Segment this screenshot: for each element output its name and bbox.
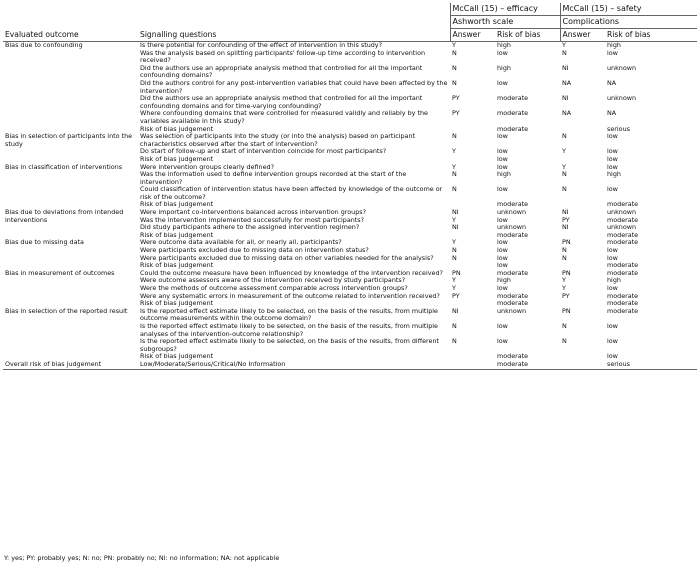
safety-risk-of-bias: low: [607, 247, 618, 255]
signalling-question: Was the intervention implemented successfully for most participants?: [140, 216, 365, 224]
signalling-question: Risk of bias judgement: [140, 262, 214, 270]
efficacy-risk-of-bias: low: [497, 79, 508, 87]
table-row: [3, 308, 697, 323]
efficacy-answer: NI: [452, 307, 459, 315]
safety-risk-of-bias: low: [607, 186, 618, 194]
efficacy-answer: Y: [452, 148, 456, 156]
column-header-bias: Risk of bias: [605, 29, 697, 42]
efficacy-answer: [450, 361, 495, 369]
header-spacer: [3, 3, 138, 16]
header-row-columns: [3, 29, 697, 42]
efficacy-risk-of-bias: high: [497, 41, 511, 49]
signalling-question: Risk of bias judgement: [140, 353, 214, 361]
efficacy-answer: [450, 201, 495, 209]
efficacy-answer: Y: [452, 239, 456, 247]
signalling-question: Were any systematic errors in measurement of the outcome related to intervention received?: [140, 292, 440, 300]
safety-risk-of-bias: NA: [607, 79, 617, 87]
efficacy-risk-of-bias: low: [497, 216, 508, 224]
efficacy-answer: [450, 156, 495, 164]
efficacy-answer: N: [452, 247, 457, 255]
signalling-question: Were the methods of outcome assessment comparable across intervention groups?: [140, 285, 408, 292]
signalling-question: Is the reported effect estimate likely to be selected, on the basis of the results, from multiple outcome measurements within the outcome domain?: [140, 307, 438, 323]
efficacy-risk-of-bias: unknown: [497, 224, 527, 232]
safety-answer: NI: [562, 64, 569, 72]
efficacy-risk-of-bias: moderate: [497, 231, 529, 239]
safety-risk-of-bias: serious: [607, 125, 630, 133]
column-header-bias: Risk of bias: [495, 29, 560, 42]
group-subtitle-efficacy: Ashworth scale: [450, 16, 560, 29]
safety-answer: Y: [562, 163, 566, 171]
signalling-question: Risk of bias judgement: [140, 231, 214, 239]
signalling-question: Were outcome assessors aware of the intervention received by study participants?: [140, 277, 406, 285]
outcome-label: Bias due to confounding: [5, 41, 83, 49]
safety-risk-of-bias: low: [607, 353, 618, 361]
efficacy-risk-of-bias: moderate: [497, 269, 529, 277]
efficacy-answer: [450, 300, 495, 308]
safety-risk-of-bias: low: [607, 155, 618, 163]
table-row: [3, 270, 697, 278]
safety-risk-of-bias: moderate: [607, 292, 639, 300]
safety-answer: N: [562, 49, 567, 57]
signalling-question: Were participants excluded due to missing data on intervention status?: [140, 247, 369, 255]
safety-risk-of-bias: low: [607, 322, 618, 330]
efficacy-risk-of-bias: unknown: [497, 307, 527, 315]
safety-answer: Y: [562, 148, 566, 156]
safety-risk-of-bias: low: [607, 285, 618, 292]
header-spacer: [3, 16, 138, 29]
group-header-safety: McCall (15) – safety: [560, 3, 697, 16]
safety-answer: [560, 201, 605, 209]
signalling-question: Risk of bias judgement: [140, 201, 214, 209]
efficacy-risk-of-bias: moderate: [497, 95, 529, 103]
safety-risk-of-bias: high: [607, 171, 621, 179]
efficacy-answer: N: [452, 64, 457, 72]
signalling-question: Risk of bias judgement: [140, 300, 214, 308]
efficacy-risk-of-bias: low: [497, 285, 508, 292]
safety-answer: N: [562, 186, 567, 194]
safety-answer: Y: [562, 277, 566, 285]
safety-risk-of-bias: low: [607, 254, 618, 262]
safety-answer: N: [562, 338, 567, 346]
safety-risk-of-bias: moderate: [607, 231, 639, 239]
efficacy-risk-of-bias: high: [497, 171, 511, 179]
header-row-subtitles: [3, 16, 697, 29]
safety-risk-of-bias: unknown: [607, 209, 637, 217]
outcome-label: Bias in measurement of outcomes: [5, 269, 115, 277]
signalling-question: Is the reported effect estimate likely to be selected, on the basis of the results, from different subgroups?: [140, 338, 439, 353]
safety-answer: N: [562, 171, 567, 179]
table-footnote: Y: yes; PY: probably yes; N: no; PN: probably no; NI: no information; NA: not applicable: [4, 554, 280, 562]
group-header-efficacy: McCall (15) – efficacy: [450, 3, 560, 16]
table-row: [3, 239, 697, 247]
column-header-question: Signalling questions: [138, 29, 450, 42]
safety-answer: [560, 300, 605, 308]
efficacy-answer: NI: [452, 224, 459, 232]
safety-risk-of-bias: low: [607, 163, 618, 171]
safety-answer: [560, 232, 605, 240]
header-spacer: [138, 16, 450, 29]
safety-answer: PN: [562, 239, 571, 247]
efficacy-risk-of-bias: high: [497, 277, 511, 285]
signalling-question: Was the analysis based on splitting participants' follow-up time according to intervention received?: [140, 49, 426, 65]
safety-risk-of-bias: high: [607, 277, 621, 285]
outcome-label: Bias in selection of the reported result: [5, 307, 128, 315]
safety-answer: [560, 353, 605, 361]
efficacy-risk-of-bias: high: [497, 64, 511, 72]
safety-answer: NI: [562, 95, 569, 103]
safety-answer: [560, 126, 605, 134]
safety-risk-of-bias: moderate: [607, 262, 639, 270]
efficacy-answer: N: [452, 186, 457, 194]
efficacy-risk-of-bias: low: [497, 155, 508, 163]
efficacy-answer: Y: [452, 163, 456, 171]
signalling-question: Did the authors use an appropriate analysis method that controlled for all the important confounding domains?: [140, 64, 423, 80]
outcome-label: Overall risk of bias judgement: [3, 361, 138, 369]
efficacy-answer: [450, 353, 495, 361]
signalling-question: Is the reported effect estimate likely to be selected, on the basis of the results, from multiple analyses of the intervention-outcome relationship?: [140, 322, 438, 338]
efficacy-risk-of-bias: low: [497, 322, 508, 330]
table-row: [3, 209, 697, 217]
safety-answer: Y: [562, 41, 566, 49]
column-header-answer: Answer: [560, 29, 605, 42]
efficacy-risk-of-bias: low: [497, 262, 508, 270]
outcome-label: Bias due to missing data: [5, 239, 84, 247]
safety-risk-of-bias: low: [607, 49, 618, 57]
safety-risk-of-bias: low: [607, 148, 618, 156]
safety-answer: NA: [562, 79, 572, 87]
safety-answer: N: [562, 254, 567, 262]
safety-risk-of-bias: moderate: [607, 269, 639, 277]
safety-risk-of-bias: moderate: [607, 239, 639, 247]
efficacy-answer: N: [452, 49, 457, 57]
efficacy-risk-of-bias: low: [497, 133, 508, 141]
table-row: [3, 164, 697, 172]
signalling-question: Did study participants adhere to the assigned intervention regimen?: [140, 224, 360, 232]
safety-risk-of-bias: high: [607, 41, 621, 49]
table-row: [3, 42, 697, 50]
signalling-question: Risk of bias judgement: [140, 125, 214, 133]
efficacy-answer: Y: [452, 285, 456, 292]
efficacy-answer: Y: [452, 41, 456, 49]
efficacy-risk-of-bias: low: [497, 239, 508, 247]
efficacy-risk-of-bias: low: [497, 338, 508, 346]
efficacy-answer: N: [452, 133, 457, 141]
efficacy-risk-of-bias: moderate: [497, 125, 529, 133]
efficacy-risk-of-bias: low: [497, 247, 508, 255]
efficacy-answer: NI: [452, 209, 459, 217]
efficacy-risk-of-bias: low: [497, 254, 508, 262]
signalling-question: Did the authors use an appropriate analysis method that controlled for all the important confounding domains and for time-varying confounding?: [140, 95, 423, 110]
efficacy-answer: PN: [452, 269, 461, 277]
safety-risk-of-bias: moderate: [607, 307, 639, 315]
signalling-question: Was the information used to define intervention groups recorded at the start of the intervention?: [140, 171, 407, 186]
safety-answer: [560, 361, 605, 369]
safety-answer: Y: [562, 285, 566, 292]
safety-risk-of-bias: unknown: [607, 95, 637, 103]
safety-answer: N: [562, 133, 567, 141]
header-spacer: [138, 3, 450, 16]
group-subtitle-safety: Complications: [560, 16, 697, 29]
safety-answer: N: [562, 322, 567, 330]
signalling-question: Was selection of participants into the study (or into the analysis) based on participant characteristics observed after the start of intervention?: [140, 133, 416, 148]
signalling-question: Low/Moderate/Serious/Critical/No Information: [138, 361, 450, 369]
efficacy-risk-of-bias: low: [497, 186, 508, 194]
efficacy-risk-of-bias: low: [497, 148, 508, 156]
safety-answer: [560, 156, 605, 164]
signalling-question: Is there potential for confounding of the effect of intervention in this study?: [140, 41, 382, 49]
signalling-question: Were outcome data available for all, or nearly all, participants?: [140, 239, 342, 247]
efficacy-answer: N: [452, 338, 457, 346]
safety-answer: PY: [562, 292, 570, 300]
efficacy-answer: Y: [452, 216, 456, 224]
efficacy-answer: [450, 262, 495, 270]
safety-risk-of-bias: moderate: [607, 201, 639, 209]
header-row-groups: [3, 3, 697, 16]
column-header-outcome: Evaluated outcome: [3, 29, 138, 42]
signalling-question: Were intervention groups clearly defined?: [140, 163, 274, 171]
safety-risk-of-bias: moderate: [607, 216, 639, 224]
efficacy-answer: N: [452, 171, 457, 179]
efficacy-risk-of-bias: moderate: [497, 353, 529, 361]
column-header-answer: Answer: [450, 29, 495, 42]
safety-risk-of-bias: moderate: [607, 300, 639, 308]
outcome-label: Bias due to deviations from intended interventions: [5, 209, 124, 224]
signalling-question: Were participants excluded due to missing data on other variables needed for the analysis?: [140, 254, 434, 262]
signalling-question: Do start of follow-up and start of intervention coincide for most participants?: [140, 148, 387, 156]
safety-answer: NA: [562, 110, 572, 118]
efficacy-risk-of-bias: moderate: [497, 201, 529, 209]
signalling-question: Were important co-interventions balanced across intervention groups?: [140, 209, 367, 217]
safety-risk-of-bias: unknown: [607, 224, 637, 232]
efficacy-risk-of-bias: low: [497, 163, 508, 171]
signalling-question: Where confounding domains that were controlled for measured validly and reliably by the variables available in this study?: [140, 110, 428, 125]
efficacy-answer: N: [452, 79, 457, 87]
safety-risk-of-bias: NA: [607, 110, 617, 118]
safety-risk-of-bias: unknown: [607, 64, 637, 72]
table-row: [3, 133, 697, 148]
efficacy-answer: PY: [452, 110, 460, 118]
safety-answer: NI: [562, 209, 569, 217]
efficacy-answer: Y: [452, 277, 456, 285]
signalling-question: Did the authors control for any post-intervention variables that could have been affected by the intervention?: [140, 79, 448, 95]
table-row: [3, 361, 697, 369]
efficacy-risk-of-bias: low: [497, 49, 508, 57]
safety-risk-of-bias: low: [607, 133, 618, 141]
efficacy-risk-of-bias: moderate: [497, 292, 529, 300]
table-body: [3, 42, 697, 370]
safety-answer: PY: [562, 216, 570, 224]
safety-risk-of-bias: low: [607, 338, 618, 346]
safety-answer: N: [562, 247, 567, 255]
signalling-question: Could classification of intervention status have been affected by knowledge of the outcome or risk of the outcome?: [140, 186, 443, 201]
signalling-question: Could the outcome measure have been influenced by knowledge of the intervention received?: [140, 269, 443, 277]
safety-risk-of-bias: serious: [605, 361, 697, 369]
efficacy-risk-of-bias: moderate: [495, 361, 560, 369]
efficacy-answer: N: [452, 322, 457, 330]
outcome-label: Bias in selection of participants into the study: [5, 133, 133, 148]
safety-answer: [560, 262, 605, 270]
signalling-question: Risk of bias judgement: [140, 155, 214, 163]
safety-answer: NI: [562, 224, 569, 232]
efficacy-risk-of-bias: unknown: [497, 209, 527, 217]
efficacy-answer: [450, 232, 495, 240]
safety-answer: PN: [562, 269, 571, 277]
risk-of-bias-table: [3, 3, 697, 370]
efficacy-answer: PY: [452, 292, 460, 300]
efficacy-answer: [450, 126, 495, 134]
efficacy-answer: PY: [452, 95, 460, 103]
safety-answer: PN: [562, 307, 571, 315]
efficacy-risk-of-bias: moderate: [497, 110, 529, 118]
outcome-label: Bias in classification of interventions: [5, 163, 123, 171]
efficacy-answer: N: [452, 254, 457, 262]
efficacy-risk-of-bias: moderate: [497, 300, 529, 308]
